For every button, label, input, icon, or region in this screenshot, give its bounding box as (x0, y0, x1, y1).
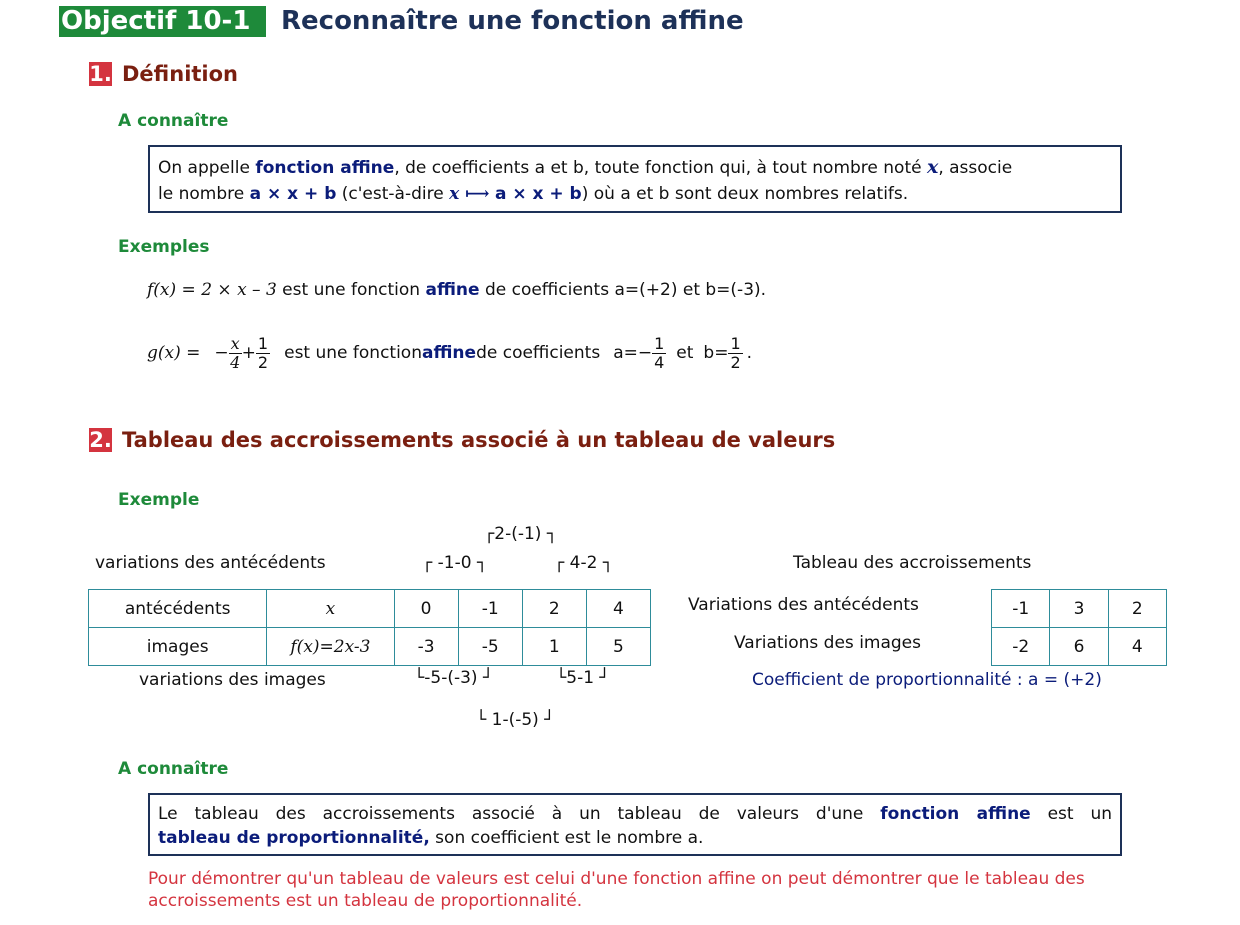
method-note: Pour démontrer qu'un tableau de valeurs est celui d'une fonction affine on peut démontrer que le tableau des accroissements est un tableau de proportionnalité. (148, 869, 1085, 911)
proportionality-line-2 (158, 826, 1112, 850)
section-number-2: 2. (89, 428, 112, 452)
bracket-antecedent-1: ┌ -1-0 ┐ (422, 553, 488, 573)
bracket-top: ┌2-(-1) ┐ (484, 524, 558, 544)
example-text: de coefficients a=(+2) et b=(-3). (479, 280, 767, 300)
bracket-bottom: └ 1-(-5) ┘ (476, 710, 555, 730)
table-cell: -1 (992, 590, 1050, 628)
box-text: est un (1030, 804, 1113, 824)
variations-antecedents-label: variations des antécédents (95, 553, 326, 573)
coef-a-label: a=− (613, 343, 653, 363)
page-title: Reconnaître une fonction affine (281, 6, 744, 36)
fraction-b: $\frac{1}{2}$ (730, 333, 741, 372)
bracket-antecedent-2-label: 4-2 (569, 553, 598, 573)
def-text: , de coefficients a et b, toute fonction qui, à tout nombre noté (394, 158, 927, 178)
table-cell: f(x)=2x-3 (267, 628, 394, 666)
bracket-image-2: └5-1 ┘ (556, 668, 610, 688)
subheading-a-connaitre: A connaître (118, 111, 229, 131)
table-cell: 6 (1050, 628, 1108, 666)
def-variable: x (926, 156, 939, 178)
table-cell: 2 (1108, 590, 1166, 628)
coef-b-label: b= (703, 343, 729, 363)
subheading-a-connaitre-2: A connaître (118, 759, 229, 779)
table-row (89, 628, 651, 666)
subheading-exemple: Exemple (118, 490, 200, 510)
table-cell: 0 (394, 590, 458, 628)
objective-badge: Objectif 10-1 (59, 6, 266, 37)
example-1 (147, 280, 766, 300)
fraction-x-over-4: $\frac{x}{4}$ (230, 333, 241, 372)
bracket-image-1: └-5-(-3) ┘ (414, 668, 494, 688)
proportionality-line-1 (158, 802, 1112, 826)
example-highlight: affine (421, 343, 477, 363)
increments-title: Tableau des accroissements (793, 553, 1032, 573)
table-cell: -1 (458, 590, 522, 628)
bracket-image-1-label: -5-(-3) (424, 668, 478, 688)
example-1-formula: f(x) = 2 × x – 3 (147, 280, 277, 300)
table-row (992, 628, 1167, 666)
fraction-a: $\frac{1}{4}$ (654, 333, 665, 372)
table-cell: antécédents (89, 590, 267, 628)
example-text: est une fonction (284, 343, 422, 363)
def-highlight: fonction affine (255, 158, 395, 178)
period: . (746, 343, 753, 363)
box-text: Le tableau des accroissements associé à un tableau de valeurs d'une (158, 804, 881, 824)
et-label: et (676, 343, 694, 363)
example-text: de coefficients (476, 343, 601, 363)
bracket-image-2-label: 5-1 (566, 668, 595, 688)
definition-box (148, 145, 1122, 213)
example-2-lhs: g(x) = (147, 343, 201, 363)
example-2 (147, 331, 752, 375)
table-cell: x (267, 590, 394, 628)
minus-sign: − (214, 343, 229, 363)
definition-line-2 (158, 181, 1112, 208)
section-title-tableau: Tableau des accroissements associé à un tableau de valeurs (122, 428, 836, 452)
def-highlight: a × x + b (494, 184, 582, 204)
table-cell: -3 (394, 628, 458, 666)
def-highlight: a × x + b (249, 184, 337, 204)
table-cell: 4 (1108, 628, 1166, 666)
def-text: , associe (938, 158, 1013, 178)
variations-images-label: variations des images (139, 670, 326, 690)
increments-row1-label: Variations des antécédents (688, 595, 919, 615)
bracket-antecedent-1-label: -1-0 (437, 553, 472, 573)
values-table (88, 589, 651, 666)
table-cell: 3 (1050, 590, 1108, 628)
table-row (992, 590, 1167, 628)
example-highlight: affine (425, 280, 480, 300)
definition-line-1 (158, 154, 1112, 182)
increments-table (991, 589, 1167, 666)
bracket-antecedent-2: ┌ 4-2 ┐ (554, 553, 614, 573)
table-cell: -5 (458, 628, 522, 666)
def-text: (c'est-à-dire (336, 184, 450, 204)
section-title-definition: Définition (122, 62, 239, 86)
table-cell: 2 (522, 590, 586, 628)
bracket-top-label: 2-(-1) (494, 524, 542, 544)
example-text: est une fonction (276, 280, 426, 300)
table-cell: 5 (586, 628, 650, 666)
def-text: On appelle (158, 158, 256, 178)
box-highlight: fonction affine (880, 804, 1031, 824)
table-row (89, 590, 651, 628)
def-text: le nombre (158, 184, 250, 204)
increments-row2-label: Variations des images (734, 633, 921, 653)
proportionality-box (148, 793, 1122, 856)
plus-sign: + (241, 343, 256, 363)
def-mapping-arrow: x ⟼ (449, 184, 490, 204)
box-text: son coefficient est le nombre a. (429, 828, 704, 848)
def-text: ) où a et b sont deux nombres relatifs. (581, 184, 909, 204)
table-cell: -2 (992, 628, 1050, 666)
fraction-1-over-2: $\frac{1}{2}$ (257, 333, 269, 372)
table-cell: 1 (522, 628, 586, 666)
subheading-exemples: Exemples (118, 237, 210, 257)
table-cell: 4 (586, 590, 650, 628)
table-cell: images (89, 628, 267, 666)
bracket-bottom-label: 1-(-5) (491, 710, 539, 730)
coefficient-note: Coefficient de proportionnalité : a = (+2) (752, 670, 1102, 690)
section-number-1: 1. (89, 62, 112, 86)
box-highlight: tableau de proportionnalité, (158, 828, 430, 848)
